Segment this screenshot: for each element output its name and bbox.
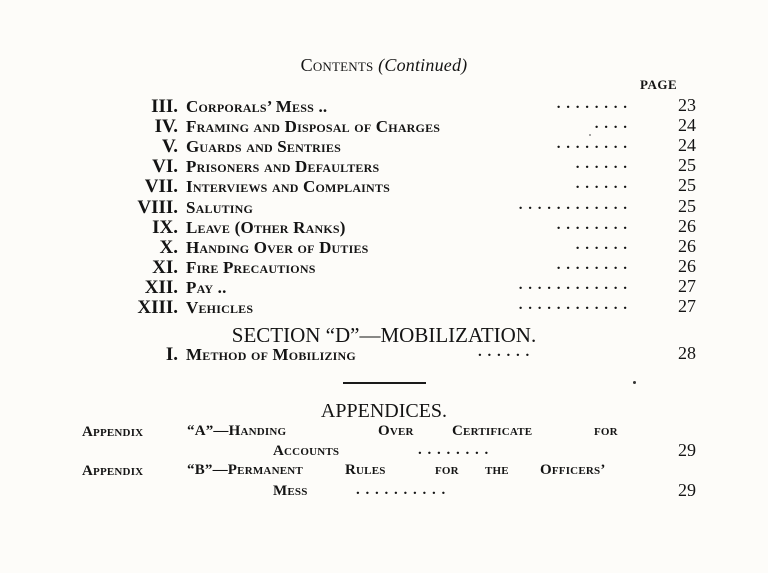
entry-title: Vehicles xyxy=(186,298,254,317)
entry-number: V. xyxy=(161,136,178,157)
entry-title: Interviews and Complaints xyxy=(186,177,390,196)
entry-leader-dots: . . . . . . xyxy=(478,344,531,360)
entry-number: VI. xyxy=(152,156,178,177)
entry-title: Leave (Other Ranks) xyxy=(186,218,346,237)
appendix-b-continuation: Mess xyxy=(273,483,308,499)
entry-page: 23 xyxy=(678,95,696,115)
entry-number: XII. xyxy=(144,277,178,298)
appendix-b-word-2: Rules xyxy=(345,462,386,478)
entry-title: Pay .. xyxy=(186,278,227,297)
entry-leader-dots: . . . . . . . . . . . . xyxy=(518,297,628,313)
entry-page: 24 xyxy=(678,115,696,135)
entry-number: IV. xyxy=(154,116,178,137)
appendix-b-word-5: Officers’ xyxy=(540,462,606,478)
entry-title: Prisoners and Defaulters xyxy=(186,157,380,176)
entry-title: Handing Over of Duties xyxy=(186,238,369,257)
entry-leader-dots: . . . . . . . . xyxy=(556,136,628,152)
appendix-b-leader-dots: . . . . . . . . . . xyxy=(356,482,447,498)
entry-number: X. xyxy=(159,237,178,258)
appendix-b-word-3: for xyxy=(435,462,459,478)
appendices-title: APPENDICES. xyxy=(320,400,448,422)
entry-leader-dots: . . . . . . . . xyxy=(556,217,628,233)
entry-number: IX. xyxy=(152,217,178,238)
divider-rule xyxy=(343,382,426,384)
entry-number: XI. xyxy=(152,257,178,278)
appendix-a-leader-dots: . . . . . . . . xyxy=(418,442,490,458)
ink-speck xyxy=(589,134,591,136)
entry-page: 25 xyxy=(678,196,696,216)
entry-page: 25 xyxy=(678,155,696,175)
entry-leader-dots: . . . . . . . . . . . . xyxy=(518,197,628,213)
entry-number: VII. xyxy=(144,176,178,197)
appendix-a-page: 29 xyxy=(678,440,696,460)
entry-page: 24 xyxy=(678,135,696,155)
entry-page: 28 xyxy=(678,343,696,363)
entry-page: 26 xyxy=(678,256,696,276)
entry-page: 26 xyxy=(678,216,696,236)
contents-heading xyxy=(0,55,768,76)
appendix-a-word-2: Over xyxy=(378,423,414,439)
entry-page: 27 xyxy=(678,296,696,316)
appendix-a-word-1: “A”—Handing xyxy=(187,423,287,439)
entry-title: Method of Mobilizing xyxy=(186,345,356,364)
appendix-b-label: Appendix xyxy=(82,463,144,479)
appendix-b-page: 29 xyxy=(678,480,696,500)
entry-number: III. xyxy=(151,96,178,117)
entry-leader-dots: . . . . . . xyxy=(575,237,628,253)
entry-page: 26 xyxy=(678,236,696,256)
entry-leader-dots: . . . . xyxy=(594,116,628,132)
entry-leader-dots: . . . . . . . . xyxy=(556,96,628,112)
entry-number: VIII. xyxy=(137,197,178,218)
entry-title: Framing and Disposal of Charges xyxy=(186,117,441,136)
entry-leader-dots: . . . . . . xyxy=(575,176,628,192)
appendix-a-word-4: for xyxy=(594,423,618,439)
appendix-b-word-4: the xyxy=(485,462,509,478)
entry-title: Saluting xyxy=(186,198,254,217)
entry-title: Fire Precautions xyxy=(186,258,316,277)
heading-continued: (Continued) xyxy=(378,55,468,75)
entry-title: Guards and Sentries xyxy=(186,137,342,156)
section-d-title: SECTION “D”—MOBILIZATION. xyxy=(231,323,537,347)
appendix-a-continuation: Accounts xyxy=(273,443,340,459)
ink-speck xyxy=(633,381,636,384)
appendix-a-label: Appendix xyxy=(82,424,144,440)
entry-leader-dots: . . . . . . . . xyxy=(556,257,628,273)
entry-page: 27 xyxy=(678,276,696,296)
appendix-a-word-3: Certificate xyxy=(452,423,533,439)
entry-title: Corporals’ Mess .. xyxy=(186,97,328,116)
entry-number: I. xyxy=(165,344,178,365)
entry-leader-dots: . . . . . . xyxy=(575,156,628,172)
entry-number: XIII. xyxy=(137,297,178,318)
entry-page: 25 xyxy=(678,175,696,195)
entry-leader-dots: . . . . . . . . . . . . xyxy=(518,277,628,293)
page-column-label: PAGE xyxy=(640,77,678,92)
heading-text: Contents xyxy=(300,55,374,75)
appendix-b-word-1: “B”—Permanent xyxy=(187,462,303,478)
